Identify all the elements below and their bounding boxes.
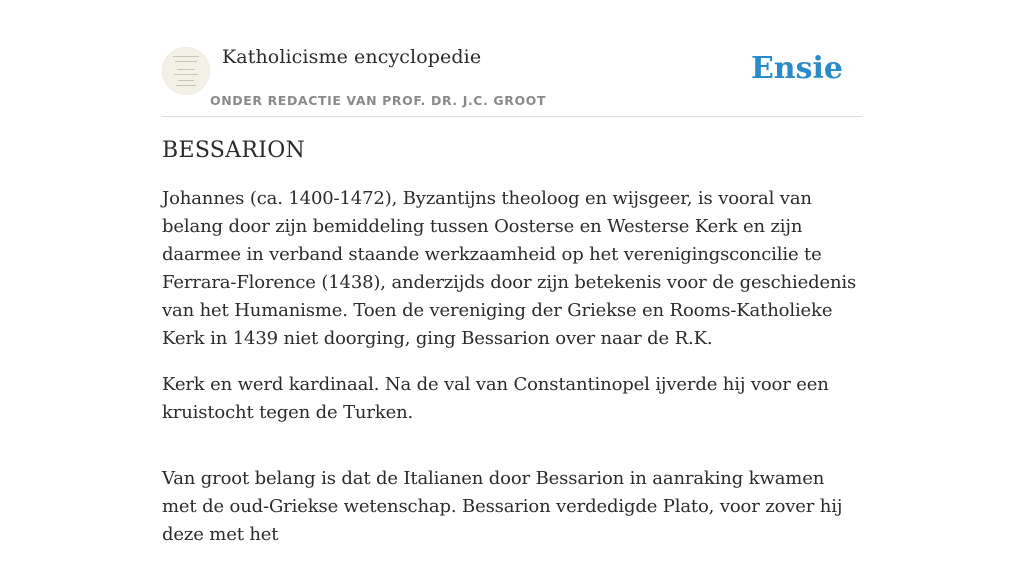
brand-logo[interactable]: Ensie <box>750 51 843 86</box>
site-header <box>162 0 862 117</box>
editor-credit: ONDER REDACTIE VAN PROF. DR. J.C. GROOT <box>210 93 547 108</box>
article-paragraph: Van groot belang is dat de Italianen door Bessarion in aanraking kwamen met de oud-Griekse wetenschap. Bessarion verdedigde Plato, voor zover hij deze met het <box>162 468 843 545</box>
book-title[interactable]: Katholicisme encyclopedie <box>222 46 482 68</box>
article <box>162 138 862 567</box>
article-paragraph: Kerk en werd kardinaal. Na de val van Constantinopel ijverde hij voor een kruistocht tegen de Turken. <box>162 374 829 423</box>
article-title: BESSARION <box>162 138 306 163</box>
book-cover-thumbnail[interactable] <box>162 47 210 95</box>
article-paragraph: Johannes (ca. 1400-1472), Byzantijns theoloog en wijsgeer, is vooral van belang door zijn bemiddeling tussen Oosterse en Westerse Kerk en zijn daarmee in verband staande werkzaamheid op het verenigingsconcilie te Ferrara-Florence (1438), anderzijds door zijn betekenis voor de geschiedenis van het Humanisme. Toen de vereniging der Griekse en Rooms-Katholieke Kerk in 1439 niet doorging, ging Bessarion over naar de R.K. <box>162 188 857 349</box>
